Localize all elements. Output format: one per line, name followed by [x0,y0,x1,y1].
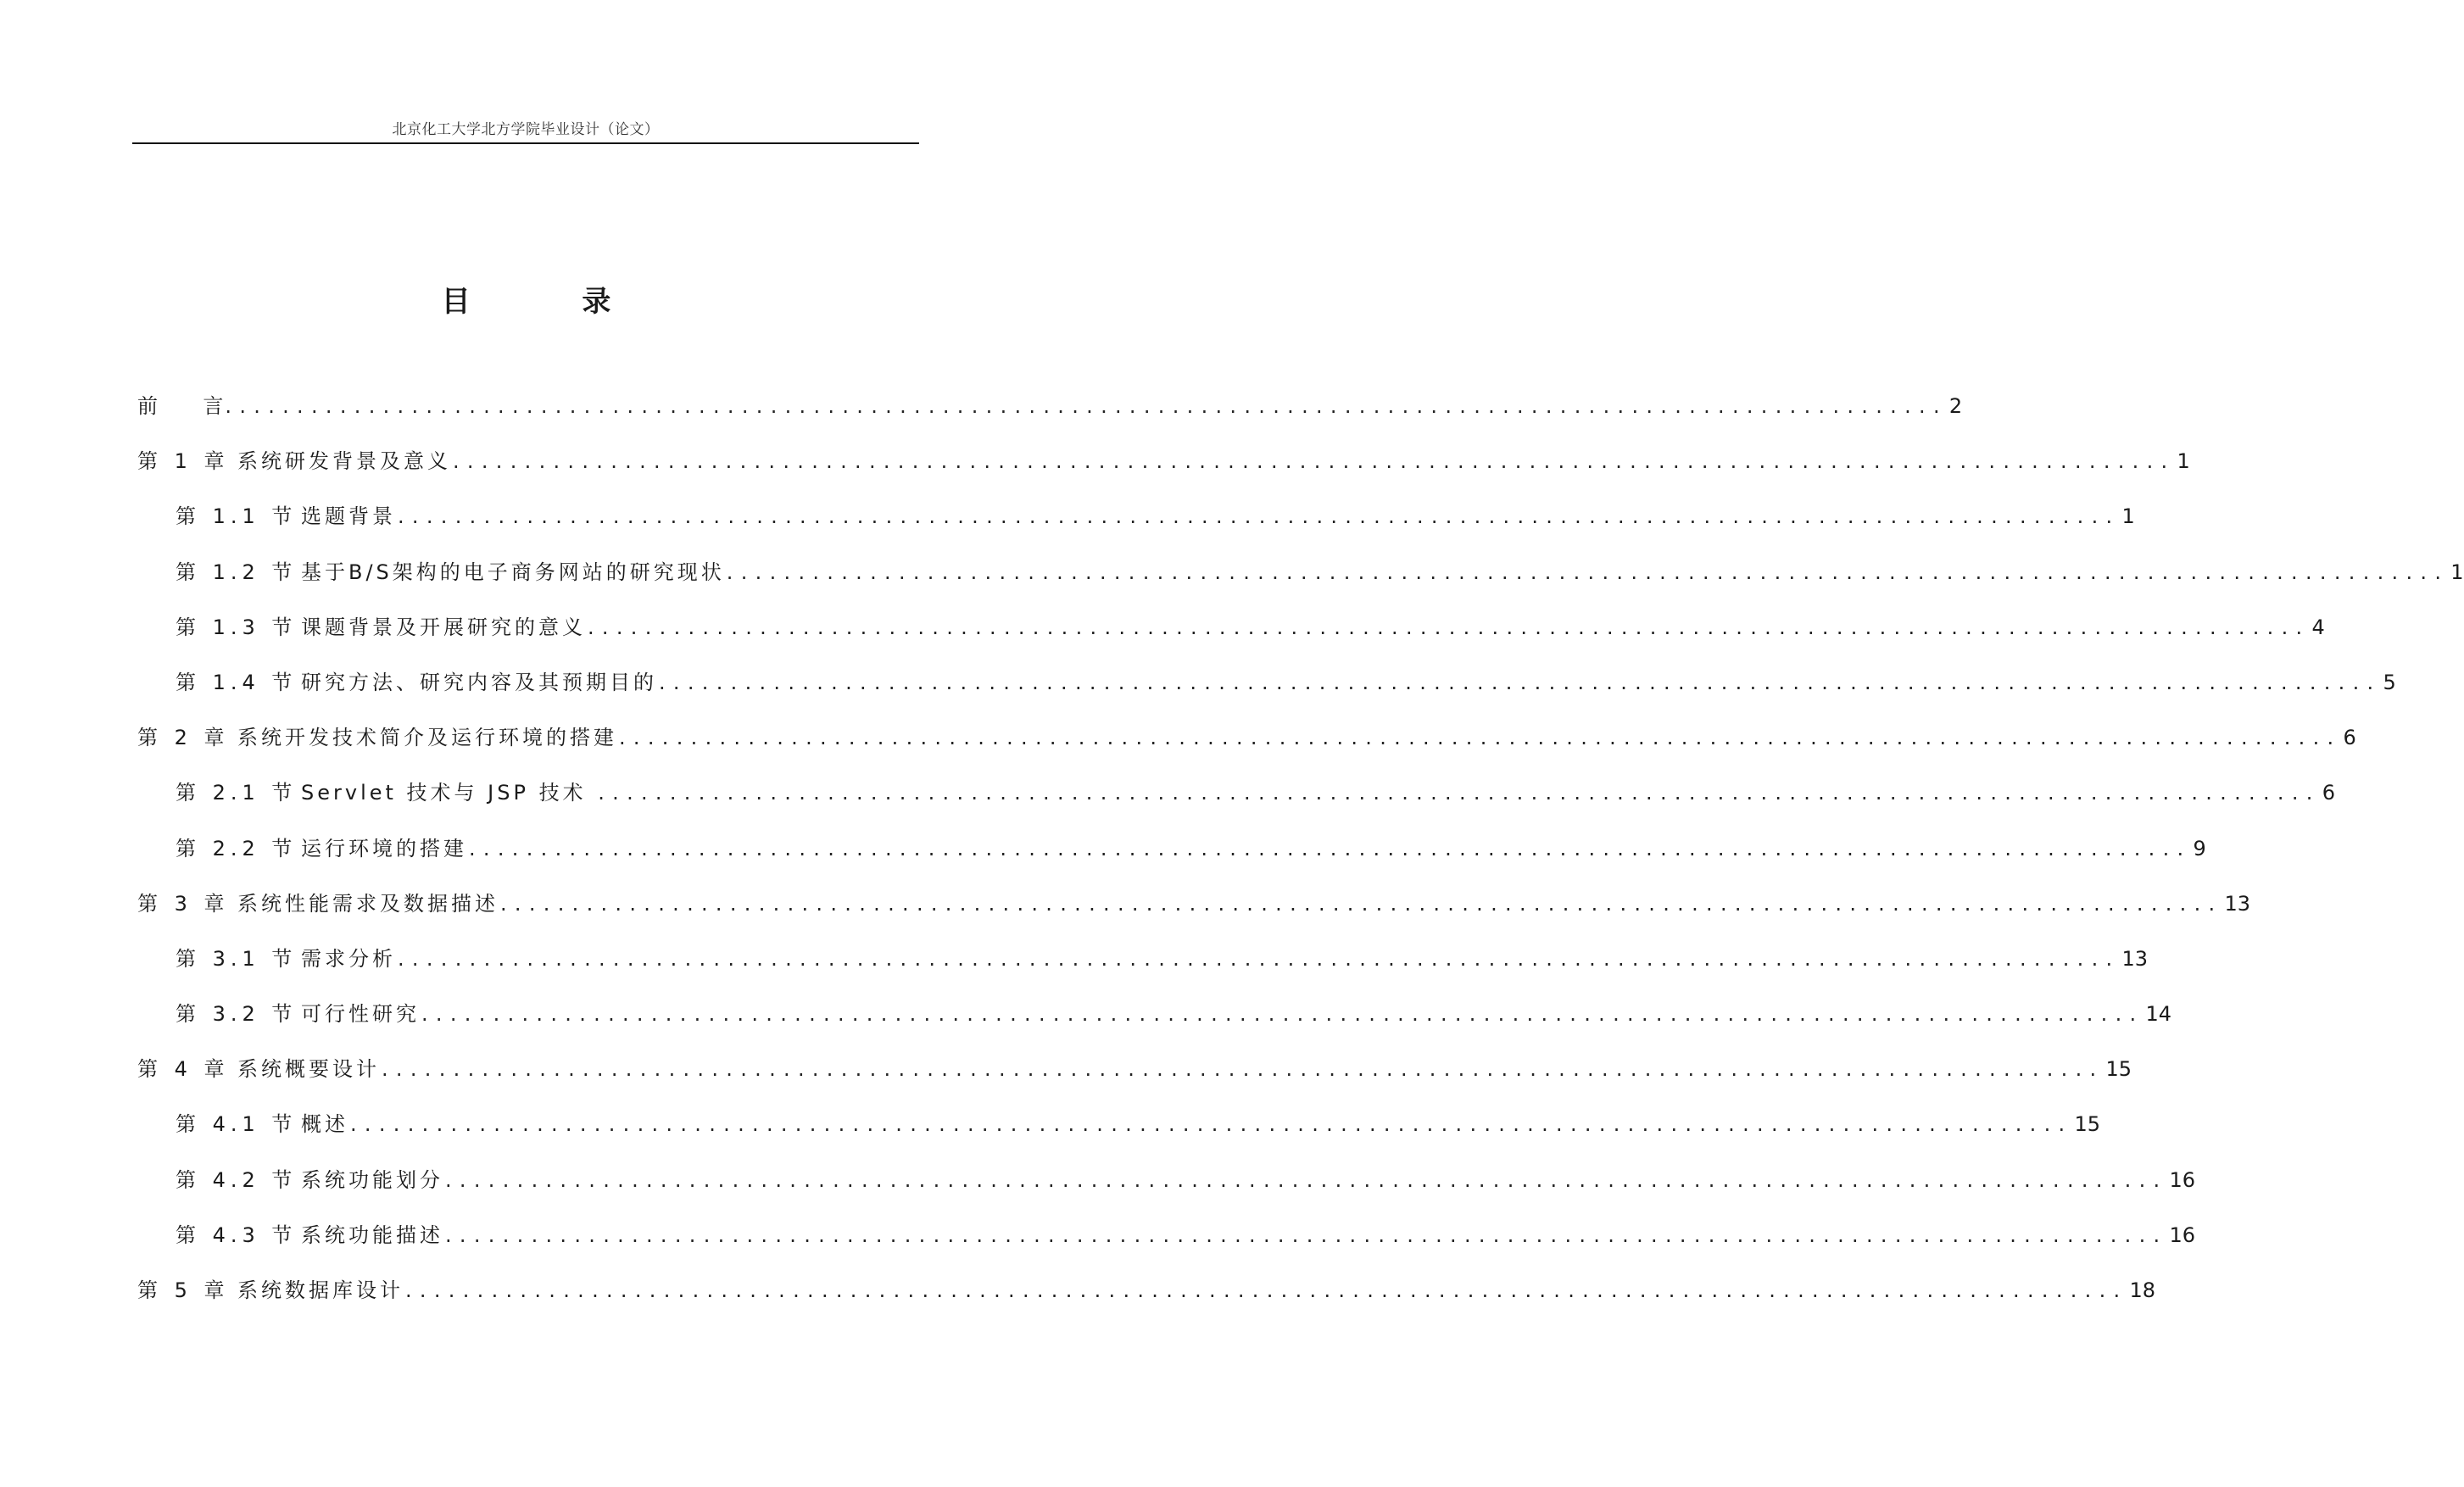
toc-leader: ........................................................................................................................ [421,1002,2144,1027]
toc-entry-page: 1 [2450,560,2464,584]
toc-entry-section-1-2[interactable] [137,557,2464,612]
toc-entry-title: 系统概要设计 [237,1057,380,1082]
toc-leader: ........................................................................................................................ [398,504,2121,529]
toc-entry-section-4-1[interactable] [137,1109,2101,1164]
toc-entry-number: 第 4.2 节 [176,1167,298,1192]
toc-entry-page: 6 [2322,781,2335,805]
toc-leader: ........................................................................................................................ [726,560,2450,584]
toc-entry-title: 选题背景 [301,504,396,529]
toc-entry-number: 第 3.1 节 [176,946,298,971]
toc-entry-number: 第 1.3 节 [176,615,298,639]
toc-entry-chapter-5[interactable] [137,1275,2156,1330]
toc-entry-page: 1 [2177,449,2190,474]
toc-entry-title: 系统功能划分 [301,1167,443,1192]
toc-entry-number: 第 1.1 节 [176,504,298,529]
toc-entry-title: 研究方法、研究内容及其预期目的 [301,670,657,694]
toc-entry-number: 第 1.4 节 [176,670,298,694]
toc-entry-page: 6 [2343,726,2356,750]
toc-entry-page: 14 [2145,1002,2172,1027]
header-divider [132,142,919,144]
toc-entry-preface[interactable] [137,391,1963,446]
toc-entry-number: 第 1 章 [137,449,230,474]
toc-entry-title: 需求分析 [301,946,396,971]
toc-entry-title: 系统数据库设计 [237,1278,404,1302]
toc-entry-page: 5 [2383,670,2396,694]
toc-entry-page: 16 [2169,1222,2196,1247]
toc-entry-title: 系统性能需求及数据描述 [237,891,499,916]
toc-entry-title: 可行性研究 [301,1002,420,1027]
toc-entry-page: 2 [1948,394,1963,418]
toc-entry-title: 基于B/S架构的电子商务网站的研究现状 [301,560,725,584]
toc-entry-number: 第 4 章 [137,1057,230,1082]
toc-entry-number: 第 4.3 节 [176,1222,298,1247]
toc-leader: ........................................................................................................................ [405,1278,2128,1302]
toc-entry-section-3-2[interactable] [137,999,2172,1054]
toc-entry-number: 第 2.1 节 [176,781,298,805]
toc-leader: ........................................................................................................................ [225,394,1948,418]
toc-entry-section-2-2[interactable] [137,833,2206,888]
toc-leader: ........................................................................................................................ [398,946,2121,971]
toc-leader: ........................................................................................................................ [619,726,2342,750]
toc-entry-page: 16 [2169,1167,2196,1192]
toc-entry-title: 运行环境的搭建 [301,836,467,860]
toc-entry-chapter-3[interactable] [137,888,2251,944]
toc-entry-number: 第 5 章 [137,1278,230,1302]
toc-entry-section-1-1[interactable] [137,501,2135,556]
running-header: 北京化工大学北方学院毕业设计（论文） [392,121,660,138]
toc-entry-chapter-1[interactable] [137,446,2190,501]
toc-entry-number: 第 1.2 节 [176,560,298,584]
toc-leader: ........................................................................................................................ [382,1057,2104,1082]
toc-entry-section-3-1[interactable] [137,944,2149,999]
toc-entry-title: 系统功能描述 [301,1222,443,1247]
toc-entry-page: 1 [2121,504,2135,529]
toc-entry-section-4-3[interactable] [137,1220,2196,1275]
toc-leader: ........................................................................................................................ [598,781,2321,805]
toc-leader: ........................................................................................................................ [445,1167,2168,1192]
toc-entry-page: 9 [2193,836,2206,860]
toc-entry-page: 18 [2129,1278,2156,1302]
toc-entry-number: 第 3.2 节 [176,1002,298,1027]
toc-entry-page: 13 [2224,891,2251,916]
toc-leader: ........................................................................................................................ [588,615,2311,639]
toc-leader: ........................................................................................................................ [350,1112,2073,1137]
toc-entry-title: 课题背景及开展研究的意义 [301,615,586,639]
table-of-contents [137,391,2464,1330]
toc-leader: ........................................................................................................................ [659,670,2382,694]
toc-title: 目 录 [441,285,662,319]
toc-leader: ........................................................................................................................ [500,891,2223,916]
toc-leader: ........................................................................................................................ [469,836,2192,860]
toc-entry-title: 前 言 [137,394,224,418]
toc-leader: ........................................................................................................................ [445,1222,2168,1247]
toc-entry-section-1-4[interactable] [137,667,2396,722]
toc-entry-chapter-4[interactable] [137,1054,2132,1109]
toc-leader: ........................................................................................................................ [453,449,2176,474]
toc-entry-page: 15 [2105,1057,2132,1082]
toc-entry-number: 第 2 章 [137,726,230,750]
toc-entry-section-2-1[interactable] [137,777,2335,833]
toc-entry-title: 概述 [301,1112,348,1137]
toc-entry-title: 系统开发技术简介及运行环境的搭建 [237,726,617,750]
toc-entry-section-1-3[interactable] [137,612,2325,667]
toc-entry-page: 4 [2311,615,2325,639]
toc-entry-number: 第 3 章 [137,891,230,916]
toc-entry-number: 第 4.1 节 [176,1112,298,1137]
toc-entry-number: 第 2.2 节 [176,836,298,860]
toc-entry-chapter-2[interactable] [137,722,2356,777]
toc-entry-section-4-2[interactable] [137,1165,2196,1220]
toc-entry-page: 13 [2121,946,2149,971]
toc-entry-title: Servlet 技术与 JSP 技术 [301,781,597,805]
toc-entry-title: 系统研发背景及意义 [237,449,451,474]
toc-entry-page: 15 [2074,1112,2101,1137]
